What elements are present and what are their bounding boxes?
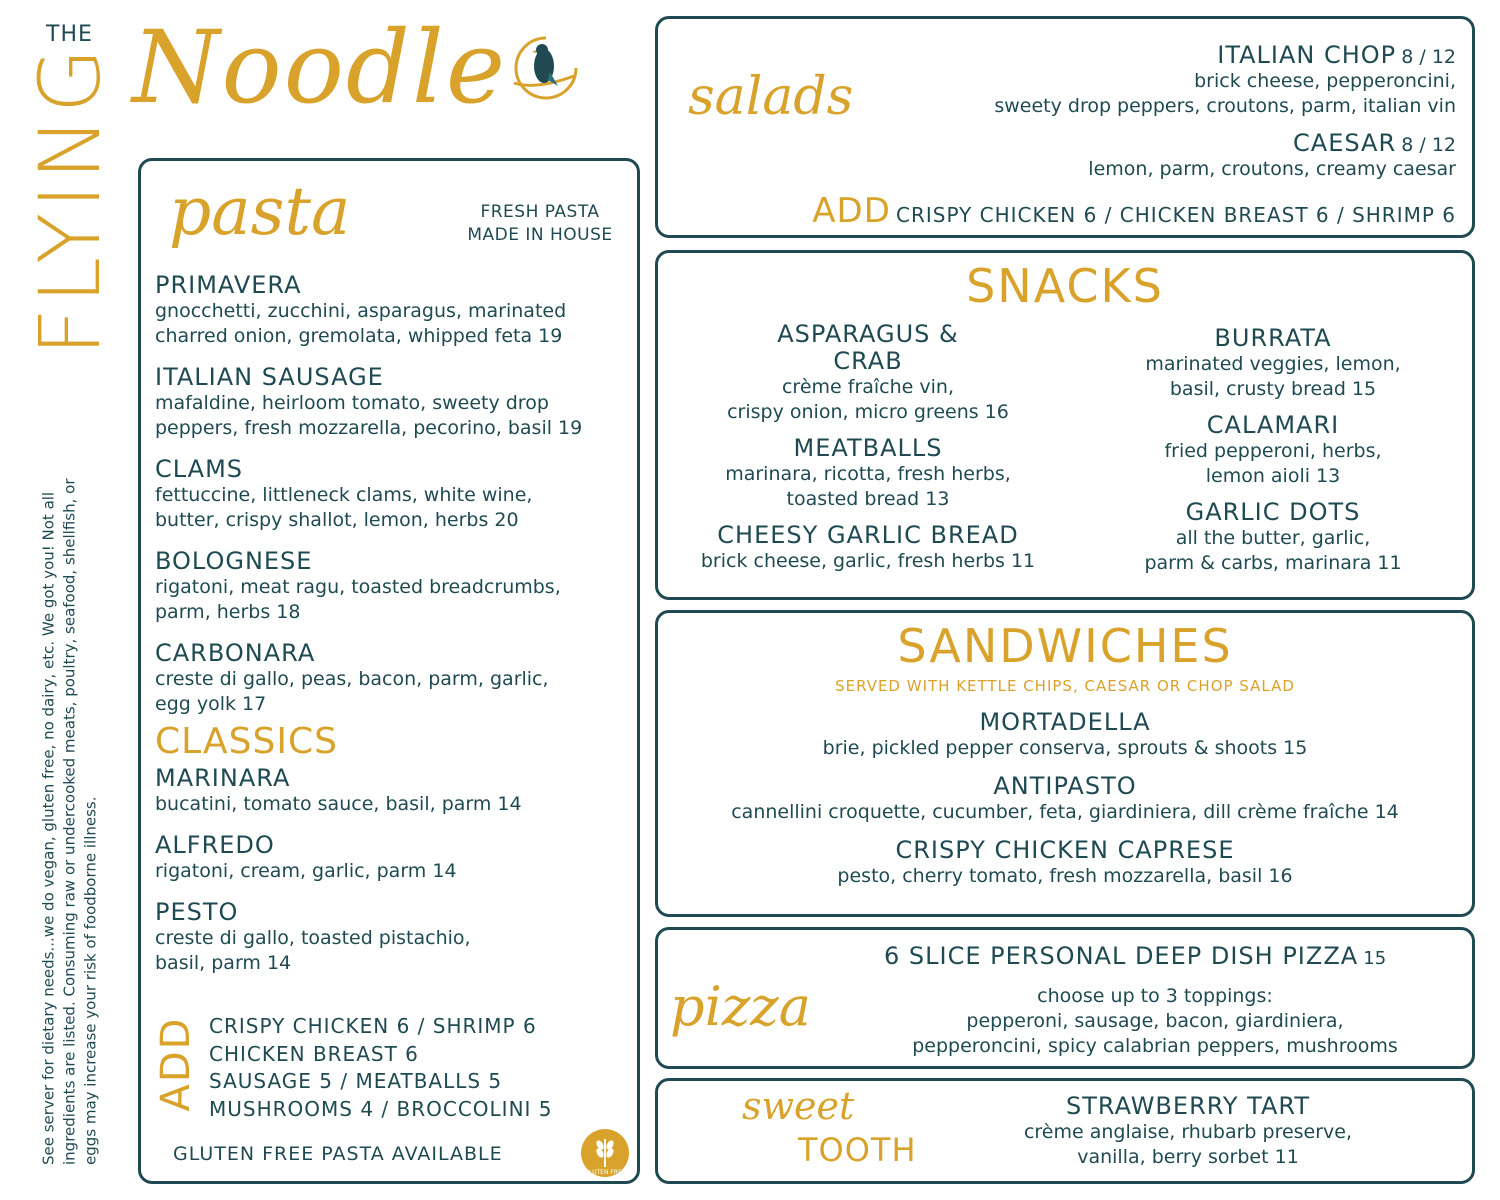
pasta-add-list	[209, 1013, 629, 1123]
pizza-panel	[655, 927, 1475, 1069]
pasta-add-line: SAUSAGE 5 / MEATBALLS 5	[209, 1069, 503, 1093]
sweet-heading-script: sweet	[742, 1084, 855, 1128]
pizza-desc	[848, 984, 1462, 1059]
snack-item-desc: marinated veggies, lemon,	[1145, 353, 1401, 375]
sweet-heading-caps: TOOTH	[798, 1131, 917, 1169]
snack-item-desc: lemon aioli 13	[1205, 465, 1341, 487]
sandwiches-panel	[655, 610, 1475, 917]
snack-item-name: MEATBALLS	[793, 434, 943, 462]
pasta-panel	[138, 158, 640, 1184]
snack-item-name: GARLIC DOTS	[1185, 498, 1361, 526]
salad-item	[856, 129, 1456, 182]
salad-item-desc: sweety drop peppers, croutons, parm, italian vin	[994, 95, 1456, 117]
sandwich-item	[658, 773, 1472, 825]
pasta-item	[155, 271, 635, 349]
pizza-price: 15	[1363, 948, 1387, 969]
pizza-title: 6 SLICE PERSONAL DEEP DISH PIZZA	[884, 942, 1359, 970]
pasta-item-desc: butter, crispy shallot, lemon, herbs 20	[155, 509, 519, 531]
pasta-item-name: ITALIAN SAUSAGE	[155, 363, 384, 391]
pasta-add-label-text: ADD	[153, 1016, 199, 1112]
pasta-add-line: CRISPY CHICKEN 6 / SHRIMP 6	[209, 1014, 537, 1038]
sweet-item-name: STRAWBERRY TART	[1066, 1092, 1310, 1120]
classic-item-desc: bucatini, tomato sauce, basil, parm 14	[155, 793, 522, 815]
snacks-heading: SNACKS	[966, 259, 1164, 313]
snack-item	[1078, 412, 1468, 489]
snack-item	[668, 522, 1068, 574]
salad-item	[856, 41, 1456, 119]
snack-item	[668, 321, 1068, 425]
pasta-item-desc: egg yolk 17	[155, 693, 267, 715]
brand-the: THE	[46, 22, 93, 47]
sandwich-item-desc: cannellini croquette, cucumber, feta, giardiniera, dill crème fraîche 14	[731, 801, 1399, 823]
pasta-item-name: BOLOGNESE	[155, 547, 313, 575]
salads-heading: salads	[688, 67, 854, 127]
snack-item-desc: marinara, ricotta, fresh herbs,	[725, 463, 1011, 485]
snack-item	[668, 435, 1068, 512]
pasta-item	[155, 547, 635, 625]
snack-item-desc: crème fraîche vin,	[781, 376, 954, 398]
snack-item-name: CRAB	[833, 347, 903, 375]
salad-item-desc: lemon, parm, croutons, creamy caesar	[1088, 158, 1456, 180]
classic-item-name: MARINARA	[155, 764, 291, 792]
pizza-desc-line: pepperoncini, spicy calabrian peppers, mushrooms	[912, 1035, 1398, 1057]
pasta-item	[155, 639, 635, 717]
brand-flying-text: FLYING	[21, 44, 119, 356]
pasta-item-desc: fettuccine, littleneck clams, white wine,	[155, 484, 533, 506]
pasta-item-desc: gnocchetti, zucchini, asparagus, marinated	[155, 300, 567, 322]
salad-item-price: 8 / 12	[1401, 46, 1456, 68]
snack-item-desc: brick cheese, garlic, fresh herbs 11	[700, 550, 1036, 572]
bird-logo-icon	[506, 28, 586, 108]
pasta-item-name: CARBONARA	[155, 639, 316, 667]
classic-item	[155, 831, 635, 884]
pasta-add-line: CHICKEN BREAST 6	[209, 1041, 419, 1066]
pizza-heading: pizza	[670, 975, 811, 1038]
sandwich-list	[658, 709, 1472, 889]
sandwiches-subheading: SERVED WITH KETTLE CHIPS, CAESAR OR CHOP SALAD	[835, 677, 1295, 695]
classic-item-desc: basil, parm 14	[155, 952, 292, 974]
salad-item-price: 8 / 12	[1401, 134, 1456, 156]
sandwich-item-name: CRISPY CHICKEN CAPRESE	[895, 836, 1235, 864]
snack-item-desc: fried pepperoni, herbs,	[1164, 440, 1382, 462]
snacks-left-col	[668, 321, 1068, 574]
brand-noodle: Noodle	[132, 9, 508, 126]
snack-item-desc: basil, crusty bread 15	[1169, 378, 1377, 400]
sandwich-item-name: MORTADELLA	[979, 708, 1151, 736]
sandwich-item	[658, 709, 1472, 761]
snack-item-name: BURRATA	[1214, 324, 1332, 352]
snack-item-desc: parm & carbs, marinara 11	[1144, 552, 1402, 574]
classic-item-desc: rigatoni, cream, garlic, parm 14	[155, 860, 457, 882]
disclaimer-wrap	[30, 430, 110, 1180]
classic-item-name: ALFREDO	[155, 831, 275, 859]
pasta-add-line: MUSHROOMS 4 / BROCCOLINI 5	[209, 1096, 553, 1121]
pasta-item	[155, 363, 635, 441]
pasta-item-name: PRIMAVERA	[155, 271, 302, 299]
pasta-item	[155, 455, 635, 533]
pasta-add-label	[151, 1009, 201, 1119]
salad-add	[812, 191, 1456, 231]
classic-item	[155, 764, 635, 817]
sweet-item-desc: crème anglaise, rhubarb preserve,	[1023, 1121, 1353, 1143]
classic-item-desc: creste di gallo, toasted pistachio,	[155, 927, 471, 949]
pizza-desc-line: choose up to 3 toppings:	[1037, 985, 1273, 1007]
salads-panel	[655, 16, 1475, 238]
sandwich-item-name: ANTIPASTO	[993, 772, 1137, 800]
snack-item-desc: toasted bread 13	[786, 488, 950, 510]
sandwich-item	[658, 837, 1472, 889]
snack-item	[1078, 499, 1468, 576]
snack-item-name: CHEESY GARLIC BREAD	[717, 521, 1019, 549]
sandwiches-heading: SANDWICHES	[897, 619, 1233, 673]
classic-item-name: PESTO	[155, 898, 239, 926]
pasta-item-desc: creste di gallo, peas, bacon, parm, garlic,	[155, 668, 549, 690]
pizza-desc-line: pepperoni, sausage, bacon, giardiniera,	[966, 1010, 1344, 1032]
snacks-right-col	[1078, 325, 1468, 576]
classics-heading: CLASSICS	[155, 721, 338, 762]
sweet-item	[978, 1093, 1398, 1170]
pasta-item-desc: peppers, fresh mozzarella, pecorino, basil 19	[155, 417, 583, 439]
sweet-item-desc: vanilla, berry sorbet 11	[1077, 1146, 1299, 1168]
snack-item-desc: all the butter, garlic,	[1175, 527, 1371, 549]
snack-item	[1078, 325, 1468, 402]
sandwich-item-desc: brie, pickled pepper conserva, sprouts & shoots 15	[822, 737, 1308, 759]
brand-flying	[20, 0, 120, 400]
pasta-item-desc: charred onion, gremolata, whipped feta 19	[155, 325, 563, 347]
salad-add-label: ADD	[812, 191, 891, 231]
pasta-item-desc: parm, herbs 18	[155, 601, 301, 623]
pasta-tagline-line: MADE IN HOUSE	[467, 225, 613, 245]
pasta-tagline	[447, 201, 633, 247]
salad-item-name: ITALIAN CHOP	[1217, 41, 1397, 69]
pasta-item-name: CLAMS	[155, 455, 244, 483]
pizza-title-row	[884, 942, 1386, 970]
pasta-item-desc: mafaldine, heirloom tomato, sweety drop	[155, 392, 549, 414]
snack-item-desc: crispy onion, micro greens 16	[727, 401, 1009, 423]
gluten-free-badge-icon	[579, 1127, 631, 1179]
snack-item-name: CALAMARI	[1206, 411, 1340, 439]
dietary-disclaimer: See server for dietary needs...we do vegan, gluten free, no dairy, etc. We got you! Not all ingredients are listed. Consuming raw or undercooked meats, poultry, seafood, shellfish, or eggs may increase your risk of foodborne illness.	[39, 478, 100, 1165]
pasta-item-desc: rigatoni, meat ragu, toasted breadcrumbs,	[155, 576, 561, 598]
salad-item-name: CAESAR	[1293, 129, 1397, 157]
sweet-tooth-panel	[655, 1078, 1475, 1184]
snacks-panel	[655, 250, 1475, 600]
pasta-tagline-line: FRESH PASTA	[480, 202, 600, 222]
salad-add-text: CRISPY CHICKEN 6 / CHICKEN BREAST 6 / SHRIMP 6	[895, 203, 1456, 227]
gluten-free-note: GLUTEN FREE PASTA AVAILABLE	[173, 1143, 503, 1165]
pasta-heading: pasta	[169, 173, 351, 250]
salad-list	[856, 41, 1456, 182]
classic-item	[155, 898, 635, 976]
salad-item-desc: brick cheese, pepperoncini,	[1194, 70, 1456, 92]
snack-item-name: ASPARAGUS &	[777, 320, 959, 348]
pasta-list	[155, 271, 635, 990]
sandwich-item-desc: pesto, cherry tomato, fresh mozzarella, basil 16	[837, 865, 1293, 887]
gluten-free-badge-text: GLUTEN FREE	[584, 1169, 626, 1176]
